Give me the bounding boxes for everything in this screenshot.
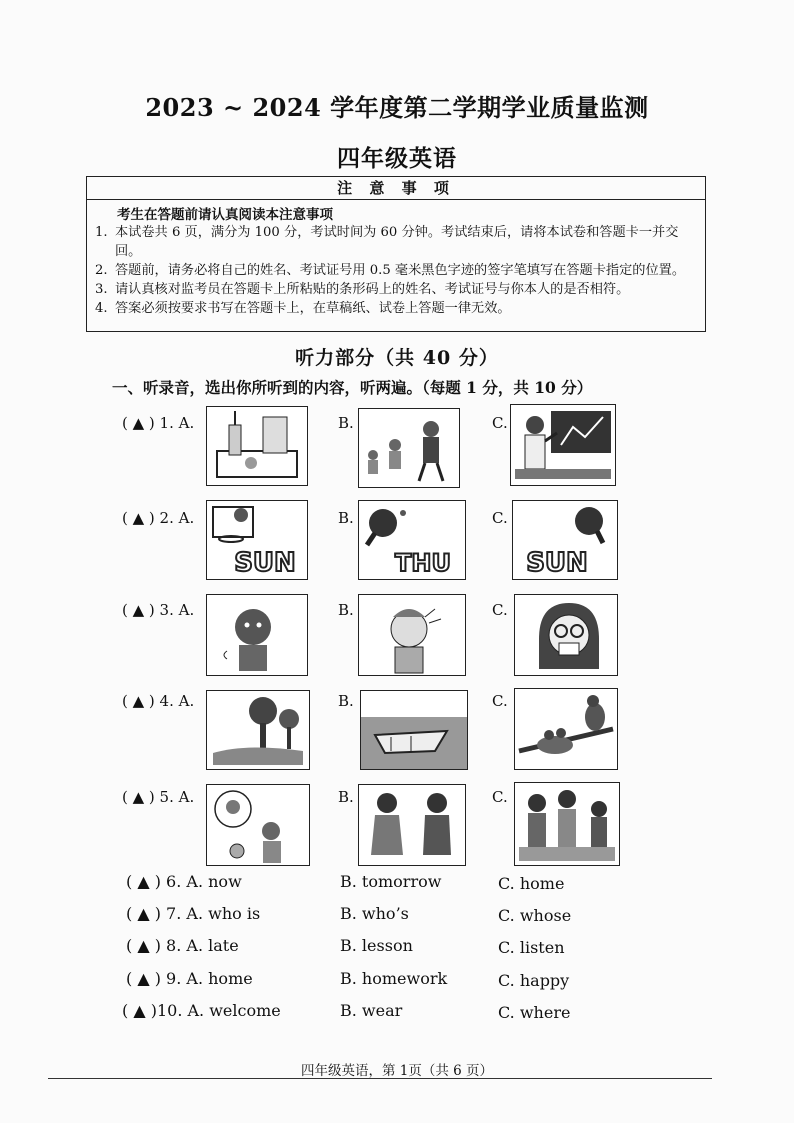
friends-icon: [514, 782, 620, 866]
option-b-text: B. who’s: [340, 904, 409, 923]
day-word: SUN: [526, 548, 588, 578]
notice-subheading: 考生在答题前请认真阅读本注意事项: [117, 207, 333, 223]
pingpong-sun-icon: [512, 500, 618, 580]
question-label: ( ▲ ) 3. A.: [122, 601, 195, 619]
notice-item-text: 本试卷共 6 页，满分为 100 分，考试时间为 60 分钟。考试结束后，请将本试卷和答题卡一并交回。: [115, 225, 679, 259]
option-c-label: C.: [492, 414, 508, 432]
listening-section-title: 听力部分（共 40 分）: [295, 347, 499, 369]
option-c-label: C.: [492, 692, 508, 710]
exam-title: 2023 ~ 2024 学年度第二学期学业质量监测: [145, 93, 649, 122]
notice-heading: 注 意 事 项: [87, 177, 705, 200]
option-c-text: C. home: [498, 874, 565, 893]
option-c-label: C.: [492, 509, 508, 527]
notice-item-text: 答案必须按要求书写在答题卡上，在草稿纸、试卷上答题一律无效。: [115, 301, 511, 316]
notice-item: [95, 299, 699, 318]
notice-item: [95, 280, 699, 299]
question-label: ( ▲ )10. A. welcome: [122, 1001, 281, 1020]
two-girls-icon: [358, 784, 466, 866]
basketball-sun-icon: [206, 500, 308, 580]
headache-boy-icon: [358, 594, 466, 676]
music-class-icon: [358, 408, 460, 488]
day-word: SUN: [234, 548, 296, 578]
notice-item-text: 答题前，请务必将自己的姓名、考试证号用 0.5 毫米黑色字迹的签字笔填写在答题卡指定的位置。: [115, 263, 686, 278]
question-label: ( ▲ ) 5. A.: [122, 788, 195, 806]
notice-item-number: 1.: [95, 225, 108, 240]
option-c-label: C.: [492, 788, 508, 806]
question-label: ( ▲ ) 4. A.: [122, 692, 195, 710]
option-c-text: C. listen: [498, 938, 565, 957]
option-b-text: B. wear: [340, 1001, 403, 1020]
option-c-label: C.: [492, 601, 508, 619]
notice-item-text: 请认真核对监考员在答题卡上所粘贴的条形码上的姓名、考试证号与你本人的是否相符。: [115, 282, 630, 297]
notice-item-number: 3.: [95, 282, 108, 297]
sneezing-girl-icon: [514, 594, 618, 676]
question-label: ( ▲ ) 2. A.: [122, 509, 195, 527]
option-b-text: B. lesson: [340, 936, 413, 955]
day-word: THU: [395, 549, 451, 577]
option-b-label: B.: [338, 509, 354, 527]
page-footer: 四年级英语，第 1页（共 6 页）: [300, 1063, 494, 1079]
option-c-text: C. where: [498, 1003, 571, 1022]
option-b-label: B.: [338, 414, 354, 432]
option-b-label: B.: [338, 692, 354, 710]
option-b-label: B.: [338, 788, 354, 806]
notice-list: [87, 223, 705, 318]
notice-item: [95, 261, 699, 280]
question-label: ( ▲ ) 9. A. home: [126, 969, 253, 988]
question-label: ( ▲ ) 1. A.: [122, 414, 195, 432]
exam-subtitle: 四年级英语: [337, 145, 457, 172]
pingpong-thu-icon: [358, 500, 466, 580]
question-label: ( ▲ ) 7. A. who is: [126, 904, 261, 923]
birds-nest-icon: [514, 688, 618, 770]
boat-icon: [360, 690, 468, 770]
notice-box: [86, 176, 706, 332]
notice-item: [95, 223, 699, 261]
trees-icon: [206, 690, 310, 770]
part-one-instruction: 一、听录音，选出你所听到的内容，听两遍。（每题 1 分，共 10 分）: [112, 378, 593, 397]
question-label: ( ▲ ) 6. A. now: [126, 872, 242, 891]
notice-item-number: 2.: [95, 263, 108, 278]
option-c-text: C. happy: [498, 971, 570, 990]
science-lab-icon: [206, 406, 308, 486]
sick-boy-icon: [206, 594, 308, 676]
option-b-text: B. tomorrow: [340, 872, 442, 891]
phone-call-icon: [206, 784, 310, 866]
footer-divider: [48, 1078, 712, 1079]
option-c-text: C. whose: [498, 906, 572, 925]
notice-item-number: 4.: [95, 301, 108, 316]
option-b-label: B.: [338, 601, 354, 619]
question-label: ( ▲ ) 8. A. late: [126, 936, 239, 955]
teacher-board-icon: [510, 404, 616, 486]
option-b-text: B. homework: [340, 969, 448, 988]
